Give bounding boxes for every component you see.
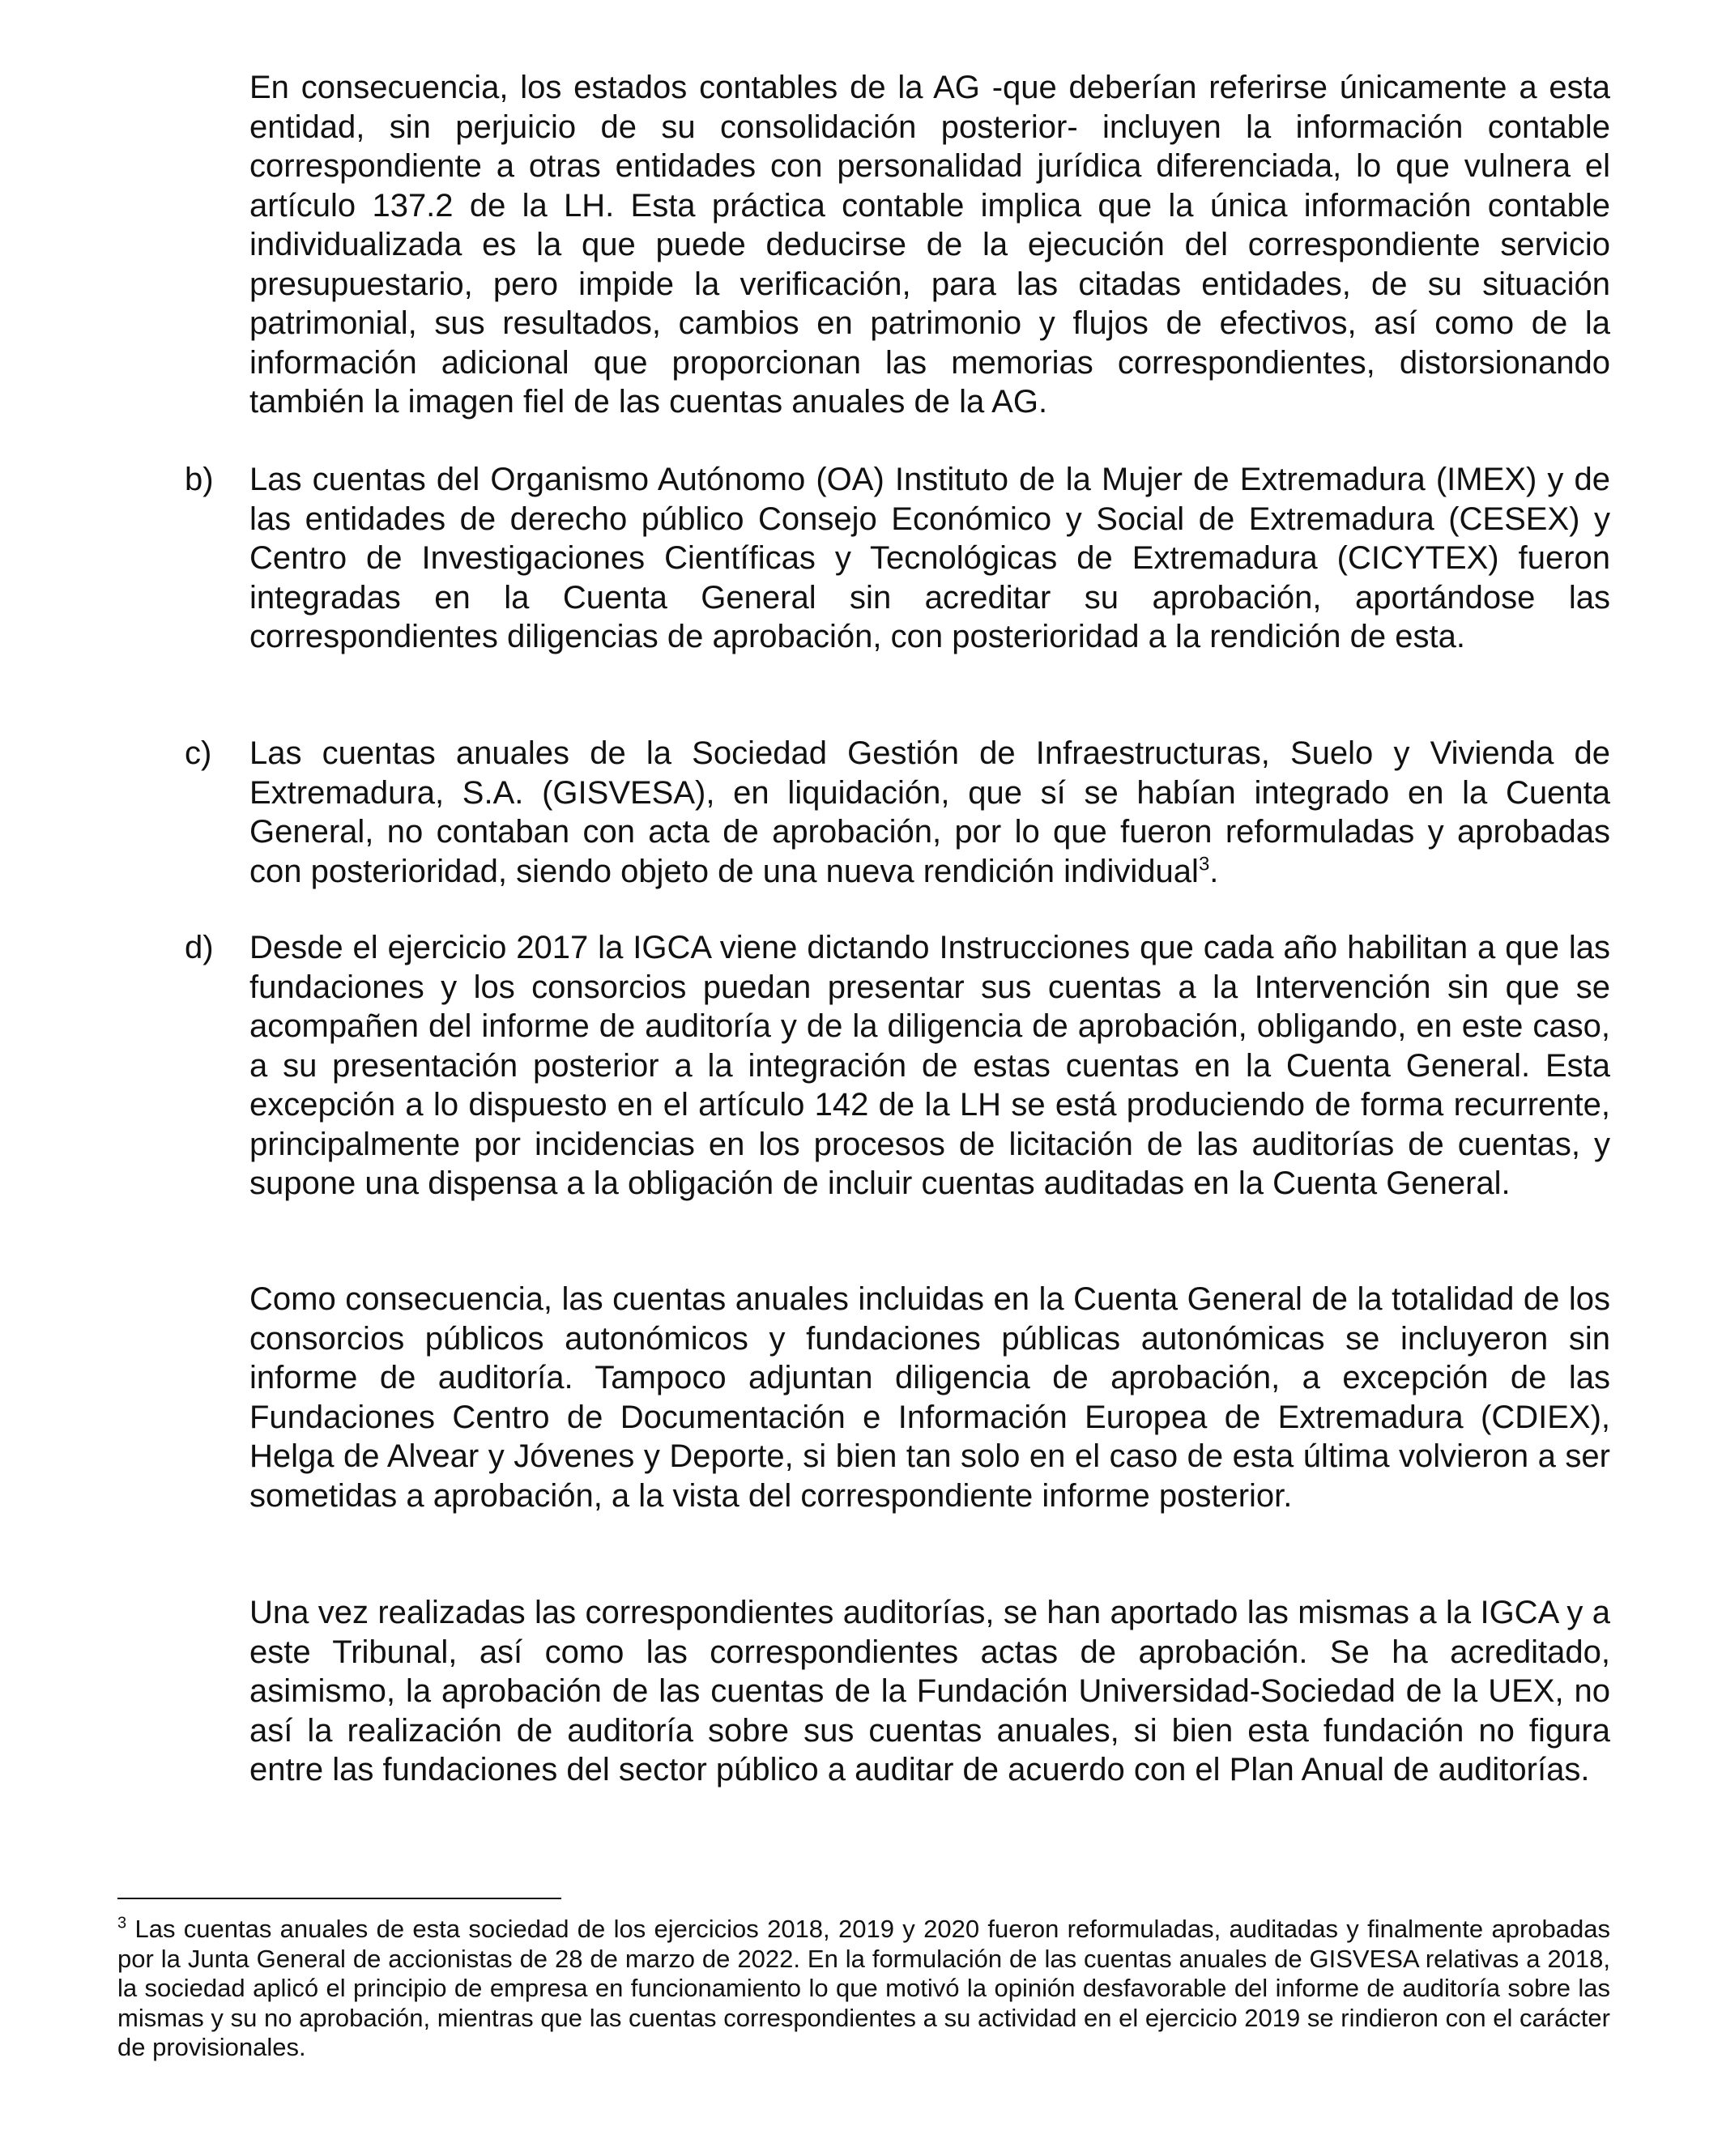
footnote	[117, 1915, 1610, 2063]
footnote-reference[interactable]: 3	[1198, 853, 1210, 876]
paragraph-audits: Una vez realizadas las correspondientes auditorías, se han aportado las mismas a la IGCA y a este Tribunal, así como las correspondientes actas de aprobación. Se ha acreditado, asimismo, la aprobación de las cuentas de la Fundación Universidad-Sociedad de la UEX, no así la realización de auditoría sobre sus cuentas anuales, si bien esta fundación no figura entre las fundaciones del sector público a auditar de acuerdo con el Plan Anual de auditorías.	[249, 1595, 1610, 1787]
paragraph-consequence: Como consecuencia, las cuentas anuales incluidas en la Cuenta General de la totalidad de los consorcios públicos autonómicos y fundaciones públicas autonómicas se incluyeron sin informe de auditoría. Tampoco adjuntan diligencia de aprobación, a excepción de las Fundaciones Centro de Documentación e Información Europea de Extremadura (CDIEX), Helga de Alvear y Jóvenes y Deporte, si bien tan solo en el caso de esta última volvieron a ser sometidas a aprobación, a la vista del correspondiente informe posterior.	[249, 1281, 1610, 1514]
footnote-number: 3	[117, 1914, 127, 1932]
list-marker-c: c)	[185, 735, 212, 771]
paragraph-b: Las cuentas del Organismo Autónomo (OA) Instituto de la Mujer de Extremadura (IMEX) y de las entidades de derecho público Consejo Económico y Social de Extremadura (CESEX) y Centro de Investigaciones Científicas y Tecnológicas de Extremadura (CICYTEX) fueron integradas en la Cuenta General sin acreditar su aprobación, aportándose las correspondientes diligencias de aprobación, con posterioridad a la rendición de esta.	[249, 462, 1610, 654]
paragraph-c-text: Las cuentas anuales de la Sociedad Gestión de Infraestructuras, Suelo y Vivienda de Extremadura, S.A. (GISVESA), en liquidación, que sí se habían integrado en la Cuenta General, no contaban con acta de aprobación, por lo que fueron reformuladas y aprobadas con posterioridad, siendo objeto de una nueva rendición individual	[249, 735, 1610, 889]
list-marker-b: b)	[185, 462, 214, 497]
paragraph-intro: En consecuencia, los estados contables de la AG -que deberían referirse únicamente a esta entidad, sin perjuicio de su consolidación posterior- incluyen la información contable correspondiente a otras entidades con personalidad jurídica diferenciada, lo que vulnera el artículo 137.2 de la LH. Esta práctica contable implica que la única información contable individualizada es la que puede deducirse de la ejecución del correspondiente servicio presupuestario, pero impide la verificación, para las citadas entidades, de su situación patrimonial, sus resultados, cambios en patrimonio y flujos de efectivos, así como de la información adicional que proporcionan las memorias correspondientes, distorsionando también la imagen fiel de las cuentas anuales de la AG.	[249, 70, 1610, 420]
paragraph-d: Desde el ejercicio 2017 la IGCA viene dictando Instrucciones que cada año habilitan a que las fundaciones y los consorcios puedan presentar sus cuentas a la Intervención sin que se acompañen del informe de auditoría y de la diligencia de aprobación, obligando, en este caso, a su presentación posterior a la integración de estas cuentas en la Cuenta General. Esta excepción a lo dispuesto en el artículo 142 de la LH se está produciendo de forma recurrente, principalmente por incidencias en los procesos de licitación de las auditorías de cuentas, y supone una dispensa a la obligación de incluir cuentas auditadas en la Cuenta General.	[249, 930, 1610, 1201]
footnote-text: Las cuentas anuales de esta sociedad de los ejercicios 2018, 2019 y 2020 fueron reformuladas, auditadas y finalmente aprobadas por la Junta General de accionistas de 28 de marzo de 2022. En la formulación de las cuentas anuales de GISVESA relativas a 2018, la sociedad aplicó el principio de empresa en funcionamiento lo que motivó la opinión desfavorable del informe de auditoría sobre las mismas y su no aprobación, mientras que las cuentas correspondientes a su actividad en el ejercicio 2019 se rindieron con el carácter de provisionales.	[117, 1915, 1610, 2061]
paragraph-c	[249, 734, 1610, 891]
paragraph-c-end: .	[1209, 853, 1219, 889]
footnote-separator	[117, 1898, 561, 1899]
list-marker-d: d)	[185, 930, 214, 965]
